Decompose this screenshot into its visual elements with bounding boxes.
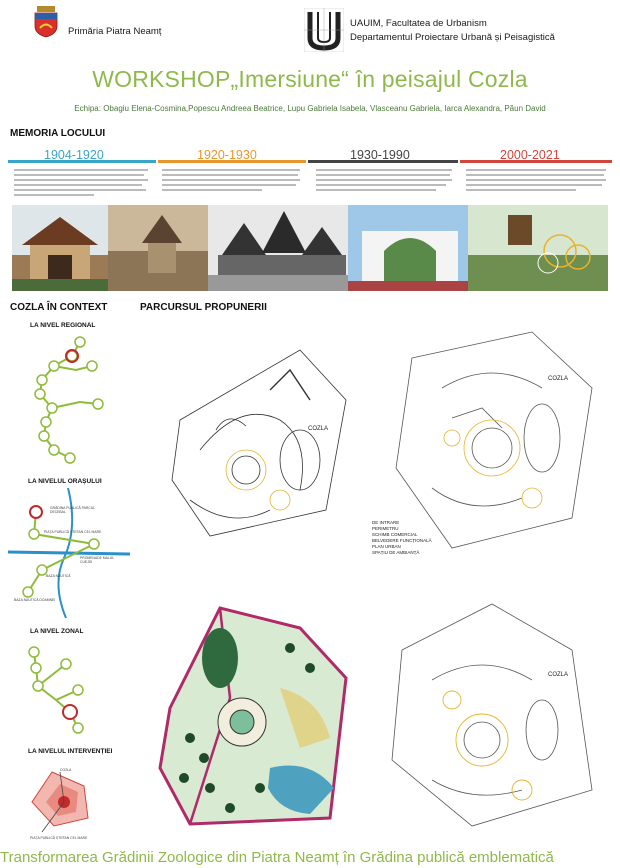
bottom-title: Transformarea Grădinii Zoologice din Piatra Neamț în Grădina publică emblematică [0, 849, 554, 866]
oras-label-piata: PIAȚA PUBLICĂ ȘTEFAN CEL MARE [44, 530, 102, 534]
zonal-network-diagram [8, 638, 130, 738]
level-regional-label: LA NIVEL REGIONAL [30, 322, 96, 329]
regional-network-diagram [8, 330, 130, 470]
sketch-legend [372, 520, 452, 572]
oras-label-promenade: PROMENADE MALUL CUEJDI [80, 556, 114, 564]
sketch-3-cozla-label: COZLA [548, 672, 569, 678]
legend-line-2: PERIMETRU [372, 526, 399, 531]
interventie-label-piata: PIAȚA PUBLICĂ ȘTEFAN CEL MARE [30, 836, 88, 840]
workshop-title: WORKSHOP„Imersiune“ în peisajul Cozla [92, 66, 528, 92]
context-heading: COZLA ÎN CONTEXT [10, 302, 108, 313]
department-name: Departamentul Proiectare Urbană și Peisagistică [350, 32, 555, 43]
interventie-label-cozla: COZLA [60, 768, 72, 772]
colored-site-plan [150, 588, 360, 836]
sketch-2-cozla-label: COZLA [548, 376, 569, 382]
period-1904-1920: 1904-1920 [44, 148, 104, 162]
period-2000-2021: 2000-2021 [500, 148, 560, 162]
site-sketch-3 [372, 590, 612, 836]
period-1920-1930: 1920-1930 [197, 148, 257, 162]
legend-line-6: SPAȚIU DE AMBIANȚĂ [372, 550, 420, 555]
legend-line-3: SCHIMB COMERCIAL [372, 532, 418, 537]
period-description-4 [466, 168, 606, 202]
level-oras-label: LA NIVELUL ORAȘULUI [28, 478, 102, 485]
oras-label-gradina: GRĂDINA PUBLICĂ PARCUL DECEBAL [50, 506, 96, 514]
period-description-3 [316, 168, 452, 202]
historical-photos-strip [12, 205, 608, 291]
level-interventie-label: LA NIVELUL INTERVENȚIEI [28, 748, 113, 755]
legend-line-4: BELVEDERE FUNCȚIONALĂ [372, 538, 432, 543]
team-members: Echipa: Obagiu Elena-Cosmina,Popescu Andreea Beatrice, Lupu Gabriela Isabela, Vlasceanu Gabriela, Iarca Alexandra, Păun David [74, 104, 546, 113]
memoria-heading: MEMORIA LOCULUI [10, 128, 106, 139]
legend-line-1: DE INTRARE [372, 520, 400, 525]
sketch-1-cozla-label: COZLA [308, 426, 329, 432]
faculty-name: UAUIM, Facultatea de Urbanism [350, 18, 487, 29]
legend-line-5: PLAN URBAN [372, 544, 401, 549]
city-crest-icon [32, 6, 60, 38]
city-hall-name: Primăria Piatra Neamț [68, 26, 162, 37]
level-zonal-label: LA NIVEL ZONAL [30, 628, 84, 635]
parcurs-heading: PARCURSUL PROPUNERII [140, 302, 267, 313]
uauim-logo-icon [304, 8, 344, 52]
oras-label-baza-nautica: BAZA NAUTICĂ [46, 574, 71, 578]
period-description-1 [14, 168, 148, 202]
oras-label-baza-doamnei: BAZA NAUTICĂ DOAMNEI [14, 598, 56, 602]
period-description-2 [162, 168, 300, 202]
site-sketch-1 [150, 330, 358, 570]
period-1930-1990: 1930-1990 [350, 148, 410, 162]
